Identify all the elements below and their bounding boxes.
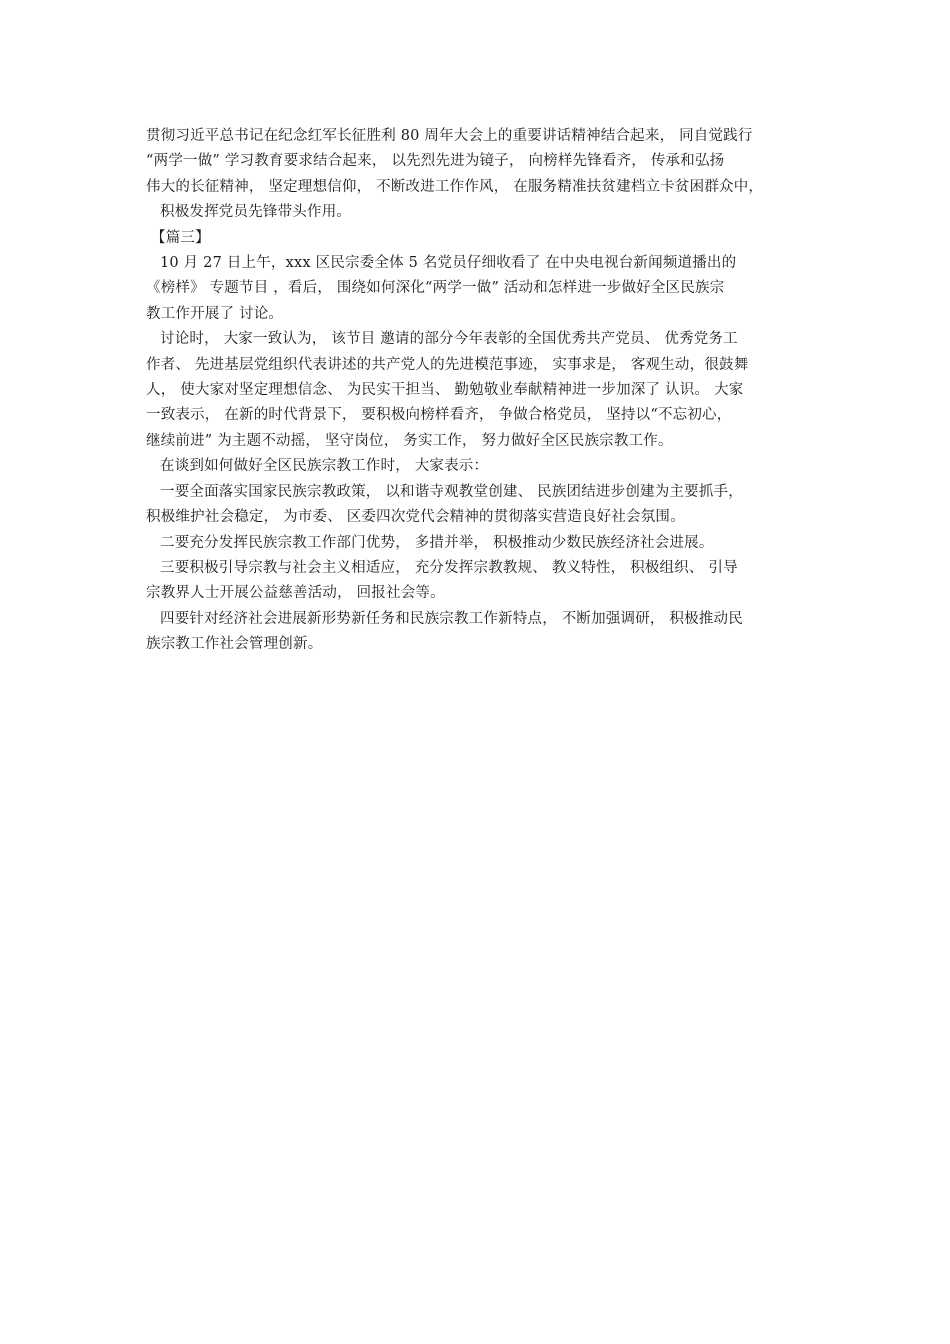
text-line: 贯彻习近平总书记在纪念红军长征胜利 80 周年大会上的重要讲话精神结合起来， 同自觉践行 — [146, 128, 753, 144]
text-line: 一要全面落实国家民族宗教政策， 以和谐寺观教堂创建、 民族团结进步创建为主要抓手， — [160, 483, 743, 500]
paragraph-point-three — [146, 556, 822, 607]
paragraph-event — [146, 251, 822, 327]
text-line: 讨论时， 大家一致认为， 该节目 邀请的部分今年表彰的全国优秀共产党员、 优秀党务工 — [160, 331, 738, 348]
text-line: 10 月 27 日上午，xxx 区民宗委全体 5 名党员仔细收看了 在中央电视台新闻频道播出的 — [160, 255, 737, 272]
text-line: 积极发挥党员先锋带头作用。 — [160, 204, 352, 221]
text-line: 四要针对经济社会进展新形势新任务和民族宗教工作新特点， 不断加强调研， 积极推动民 — [160, 610, 743, 627]
text-line: 三要积极引导宗教与社会主义相适应， 充分发挥宗教教规、 教义特性， 积极组织、 引导 — [160, 559, 738, 576]
text-line: 伟大的长征精神， 坚定理想信仰， 不断改进工作作风， 在服务精准扶贫建档立卡贫困群众中， — [146, 178, 764, 195]
text-line: 二要充分发挥民族宗教工作部门优势， 多措并举， 积极推动少数民族经济社会进展。 — [160, 534, 714, 551]
text-line: 积极维护社会稳定， 为市委、 区委四次党代会精神的贯彻落实营造良好社会氛围。 — [146, 509, 685, 526]
text-line: 继续前进” 为主题不动摇， 坚守岗位， 务实工作， 努力做好全区民族宗教工作。 — [146, 432, 673, 449]
text-line: 在谈到如何做好全区民族宗教工作时， 大家表示： — [160, 458, 489, 475]
section-heading: 【篇三】 — [151, 229, 210, 246]
paragraph-point-one — [146, 480, 822, 531]
paragraph-intro-points — [146, 454, 822, 479]
text-line: 一致表示， 在新的时代背景下， 要积极向榜样看齐， 争做合格党员， 坚持以“不忘初心， — [146, 407, 732, 424]
text-line: “两学一做” 学习教育要求结合起来， 以先烈先进为镜子， 向榜样先锋看齐， 传承和弘扬 — [146, 153, 725, 170]
section-heading-part-three — [146, 226, 822, 251]
paragraph-point-two — [146, 531, 822, 556]
paragraph-discussion — [146, 327, 822, 454]
text-line: 《榜样》 专题节目 ，看后， 围绕如何深化“两学一做” 活动和怎样进一步做好全区民族宗 — [146, 280, 725, 297]
paragraph-intro-continuation — [146, 124, 822, 226]
text-line: 教工作开展了 讨论。 — [146, 305, 284, 322]
paragraph-point-four — [146, 607, 822, 658]
text-line: 宗教界人士开展公益慈善活动， 回报社会等。 — [146, 585, 445, 602]
document-body — [146, 124, 822, 658]
text-line: 人， 使大家对坚定理想信念、 为民实干担当、 勤勉敬业奉献精神进一步加深了 认识。 大家 — [146, 382, 744, 399]
text-line: 作者、 先进基层党组织代表讲述的共产党人的先进模范事迹， 实事求是， 客观生动，很鼓舞 — [146, 356, 749, 373]
text-line: 族宗教工作社会管理创新。 — [146, 636, 323, 653]
